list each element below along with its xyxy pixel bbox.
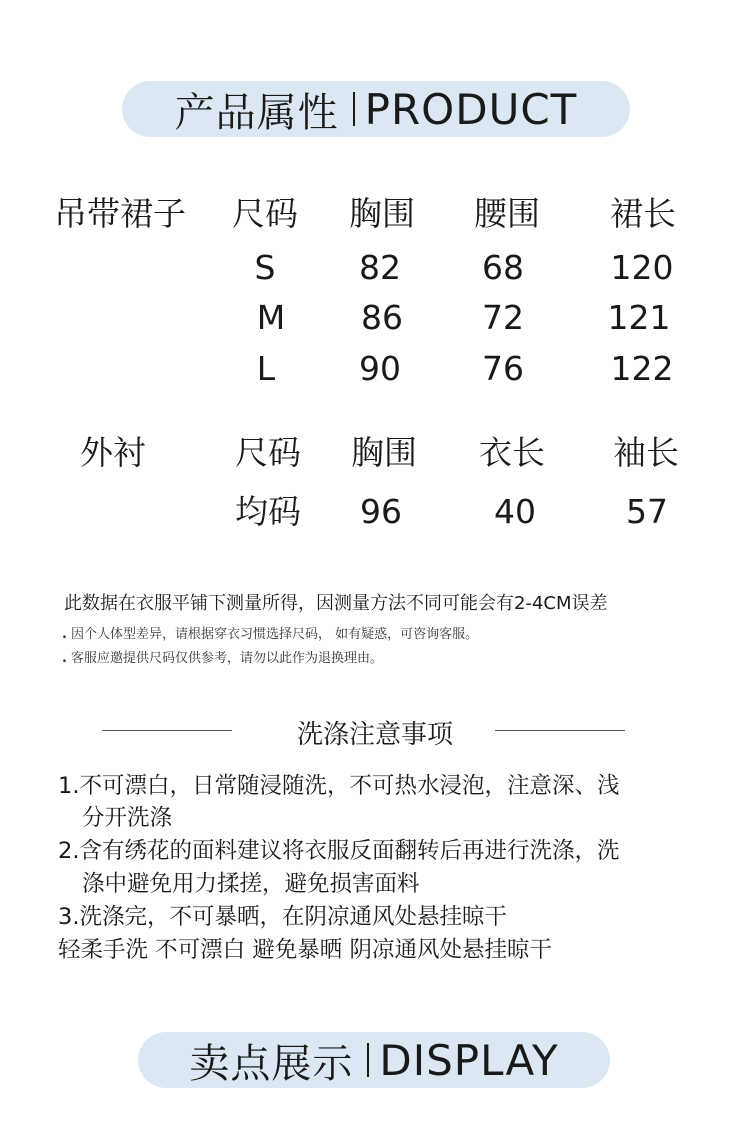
care-title: 洗涤注意事项 (296, 720, 453, 750)
shirt-header-sleeve: 袖长 (613, 433, 679, 472)
product-header-cn: 产品属性 (174, 89, 339, 136)
note-bullet (62, 623, 478, 642)
shirt-header-length: 衣长 (479, 433, 545, 472)
shirt-table-name: 外衬 (80, 433, 146, 472)
dress-cell: 72 (482, 298, 524, 337)
care-line: 涤中避免用力揉搓，避免损害面料 (82, 871, 420, 897)
header-divider (353, 92, 355, 126)
dress-header-length: 裙长 (610, 194, 676, 233)
dress-cell: S (254, 248, 276, 287)
dress-cell: 121 (607, 298, 671, 337)
product-section-header (122, 81, 630, 137)
dress-header-size: 尺码 (232, 194, 298, 233)
dress-table-name: 吊带裙子 (54, 194, 186, 233)
dress-cell: 76 (482, 349, 524, 388)
dress-cell: 68 (482, 248, 524, 287)
title-rule-right (495, 730, 625, 731)
dress-cell: M (256, 298, 286, 337)
dress-cell: L (256, 349, 276, 388)
dress-cell: 86 (361, 298, 403, 337)
shirt-cell: 96 (360, 492, 402, 531)
dress-cell: 82 (359, 248, 401, 287)
dress-cell: 120 (610, 248, 674, 287)
shirt-header-bust: 胸围 (351, 433, 417, 472)
care-line: 分开洗涤 (82, 805, 173, 831)
bullet-dot: . (62, 627, 67, 642)
dress-cell: 122 (610, 349, 674, 388)
care-line: 轻柔手洗 不可漂白 避免暴晒 阴凉通风处悬挂晾干 (58, 937, 552, 963)
shirt-cell: 40 (494, 492, 536, 531)
measurement-note: 此数据在衣服平铺下测量所得，因测量方法不同可能会有2-4CM误差 (64, 593, 608, 614)
header-divider (367, 1043, 369, 1077)
dress-cell: 90 (359, 349, 401, 388)
display-header-en: DISPLAY (379, 1035, 559, 1085)
note-bullet-text: 客服应邀提供尺码仅供参考，请勿以此作为退换理由。 (70, 651, 383, 666)
product-header-en: PRODUCT (364, 84, 578, 134)
bullet-dot: . (62, 651, 67, 666)
care-line: 1.不可漂白，日常随浸随洗，不可热水浸泡，注意深、浅 (58, 773, 620, 799)
note-bullet-text: 因个人体型差异，请根据穿衣习惯选择尺码， 如有疑惑，可咨询客服。 (70, 627, 479, 642)
display-section-header (138, 1032, 610, 1088)
care-line: 3.洗涤完，不可暴晒，在阴凉通风处悬挂晾干 (58, 904, 507, 930)
shirt-cell: 均码 (235, 492, 301, 531)
dress-header-waist: 腰围 (474, 194, 540, 233)
care-line: 2.含有绣花的面料建议将衣服反面翻转后再进行洗涤，洗 (58, 838, 620, 864)
display-header-cn: 卖点展示 (189, 1040, 354, 1087)
shirt-cell: 57 (626, 492, 668, 531)
dress-header-bust: 胸围 (349, 194, 415, 233)
note-bullet (62, 647, 383, 666)
shirt-header-size: 尺码 (235, 433, 301, 472)
